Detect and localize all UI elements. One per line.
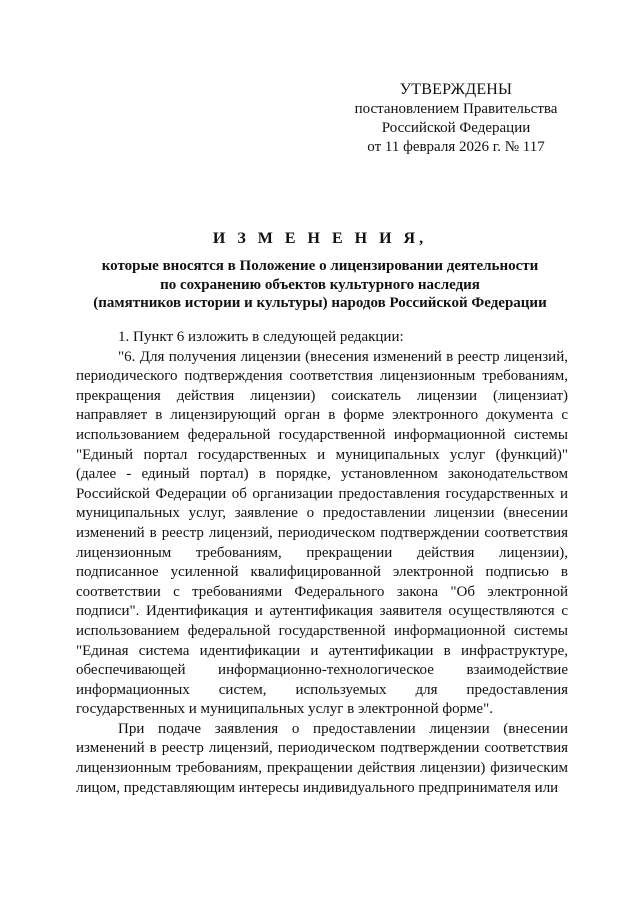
document-heading	[60, 228, 580, 313]
quoted-clause-paragraph: "6. Для получения лицензии (внесения изменений в реестр лицензий, периодического подтверждения соответствия лицензионным требованиям, прекращения действия лицензии) соискатель лицензии (лицензиат) направляет в лицензирующий орган в форме электронного документа с использованием федеральной государственной информационной системы "Единый портал государственных и муниципальных услуг (функций)" (далее - единый портал) в порядке, установленном законодательством Российской Федерации об организации предоставления государственных и муниципальных услуг, заявление о предоставлении лицензии (внесении изменений в реестр лицензий, периодическом подтверждении соответствия лицензионным требованиям, прекращении действия лицензии), подписанное усиленной квалифицированной электронной подписью в соответствии с требованиями Федерального закона "Об электронной подписи". Идентификация и аутентификация заявителя осуществляются с использованием федеральной государственной информационной системы "Единая система идентификации и аутентификации в инфраструктуре, обеспечивающей информационно-технологическое взаимодействие информационных систем, используемых для предоставления государственных и муниципальных услуг в электронной форме".	[76, 348, 568, 718]
document-body	[76, 328, 568, 798]
approved-label: УТВЕРЖДЕНЫ	[399, 81, 513, 98]
approval-stamp	[338, 80, 574, 157]
approval-line-1: постановлением Правительства	[354, 101, 558, 117]
subtitle-line-2: по сохранению объектов культурного наследия	[160, 276, 480, 293]
document-title: И З М Е Н Е Н И Я,	[212, 230, 428, 247]
subtitle-line-3: (памятников истории и культуры) народов Российской Федерации	[93, 295, 547, 311]
second-paragraph: При подаче заявления о предоставлении лицензии (внесении изменений в реестр лицензий, периодическом подтверждении соответствия лицензионным требованиям, прекращении действия лицензии) физическим лицом, представляющим интересы индивидуального предпринимателя или	[76, 720, 568, 796]
approval-line-2: Российской Федерации	[381, 120, 531, 136]
approval-line-3: от 11 февраля 2026 г. № 117	[367, 139, 545, 155]
subtitle-line-1: которые вносятся в Положение о лицензировании деятельности	[101, 258, 539, 274]
item-1-paragraph: 1. Пункт 6 изложить в следующей редакции:	[118, 329, 404, 345]
